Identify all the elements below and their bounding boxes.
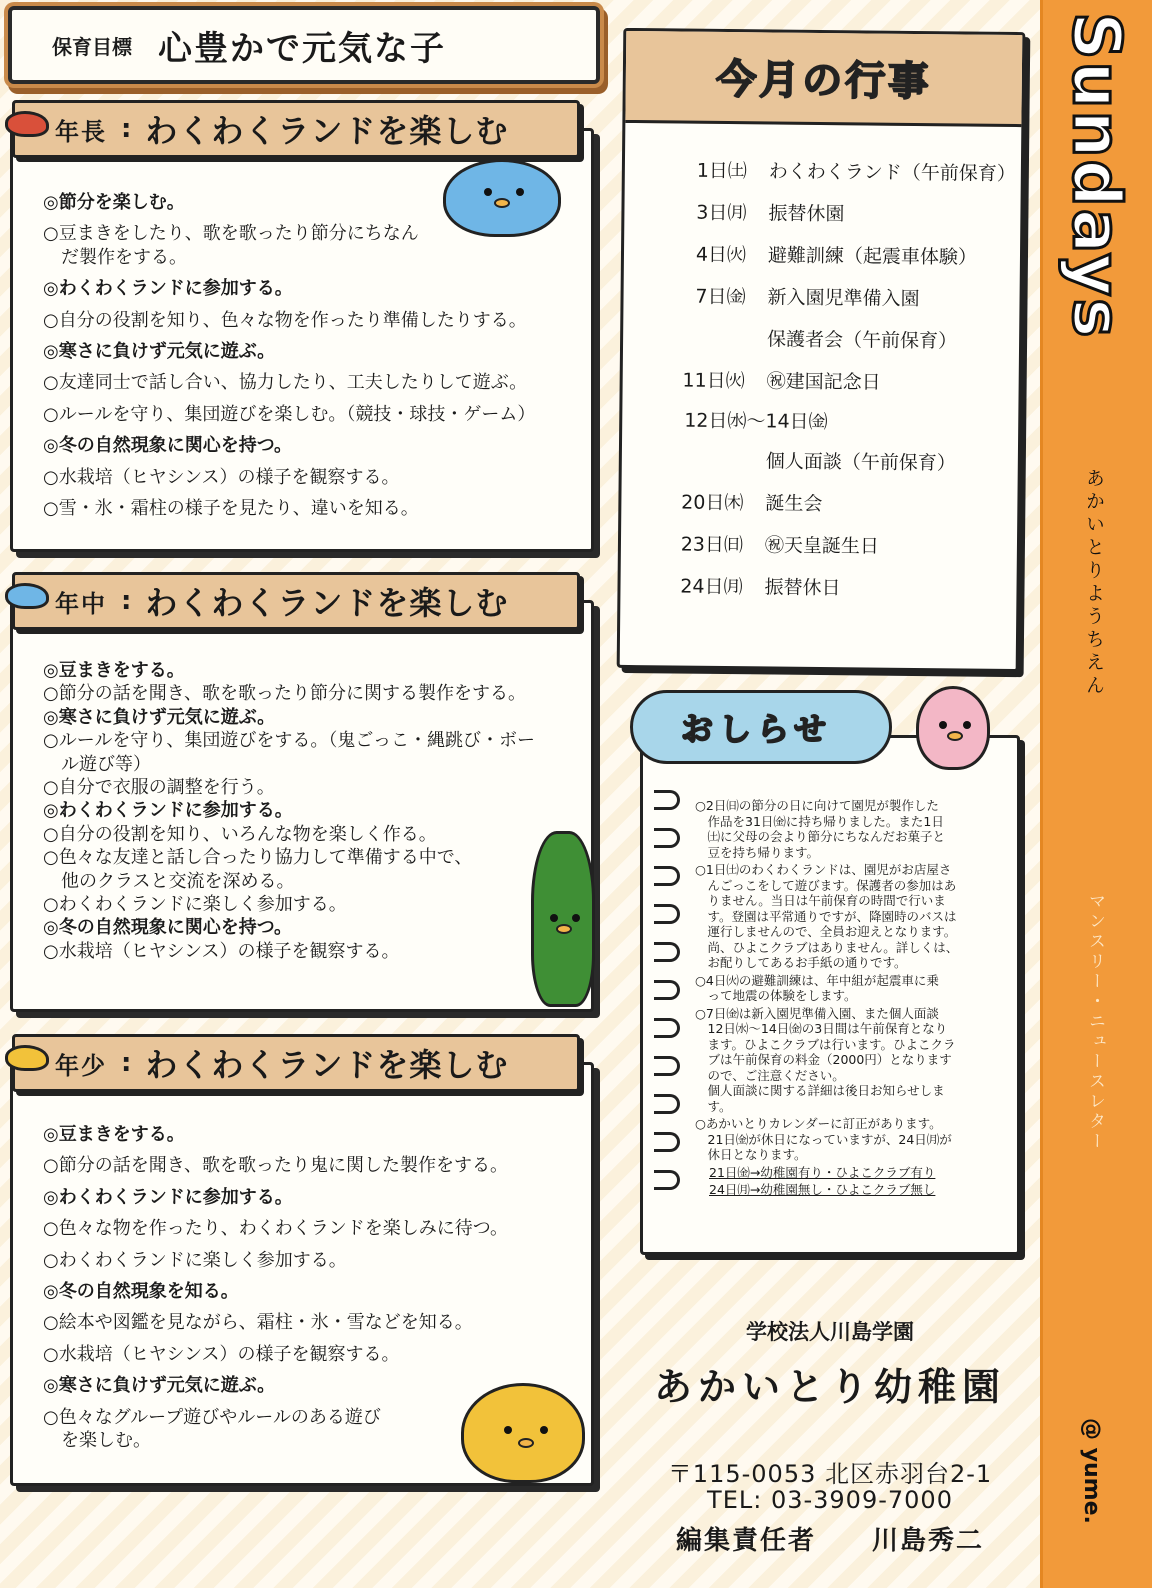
event-row: 保護者会（午前保育）: [766, 328, 958, 353]
class-box-middle: [10, 600, 594, 1012]
list-item: ◎わくわくランドに参加する。: [43, 278, 293, 300]
list-item: ○自分の役割を知り、いろんな物を楽しく作る。: [43, 823, 437, 845]
class-theme: わくわくランドを楽しむ: [145, 1046, 509, 1084]
list-item: ○わくわくランドに楽しく参加する。: [43, 1249, 347, 1271]
list-item: ○ルールを守り、集団遊びをする。（鬼ごっこ・縄跳び・ボー ル遊び等）: [43, 730, 535, 775]
notebook-rings: [654, 790, 680, 1208]
notice-correction: 24日㈪→幼稚園無し・ひよこクラブ無し: [709, 1182, 936, 1197]
class-grade: 年長: [55, 117, 107, 146]
class-grade: 年中: [55, 589, 107, 618]
class-theme: わくわくランドを楽しむ: [145, 584, 509, 622]
list-item: ◎節分を楽しむ。: [43, 192, 185, 213]
event-row: 3日㈪ 振替休園: [696, 201, 845, 226]
list-item: ○水栽培（ヒヤシンス）の様子を観察する。: [43, 940, 400, 962]
notice-title: おしらせ: [630, 690, 892, 764]
list-item: ○ルールを守り、集団遊びを楽しむ。（競技・球技・ゲーム）: [43, 403, 536, 425]
event-row: 20日㈭ 誕生会: [681, 491, 823, 516]
goal-board: [8, 6, 600, 84]
green-mascot: [531, 831, 595, 1007]
class-grade: 年少: [55, 1051, 107, 1080]
pin-icon: [5, 583, 49, 609]
corporation-name: 学校法人川島学園: [746, 1320, 914, 1344]
pin-icon: [5, 1045, 49, 1071]
event-row: 1日㈯ わくわくランド（午前保育）: [696, 159, 1016, 186]
list-item: ○節分の話を聞き、歌を歌ったり節分に関する製作をする。: [43, 683, 526, 705]
list-item: ◎豆まきをする。: [43, 660, 185, 681]
editor-name: 編集責任者 川島秀二: [675, 1526, 984, 1556]
side-subtitle: あかいとりようちえん: [1083, 468, 1105, 698]
event-row: 個人面談（午前保育）: [765, 450, 956, 475]
list-item: ○わくわくランドに楽しく参加する。: [43, 893, 347, 915]
list-item: ○自分で衣服の調整を行う。: [43, 776, 275, 798]
school-name: あかいとり幼稚園: [653, 1365, 1006, 1409]
list-item: ○色々な物を作ったり、わくわくランドを楽しみに待つ。: [43, 1218, 508, 1240]
notice-body: [695, 798, 995, 1200]
notice-paragraph: ○あかいとりカレンダーに訂正があります。 21日㈮が休日になっていますが、24日㈪が 休日となります。: [695, 1116, 952, 1162]
class-box-junior: [10, 1062, 594, 1486]
list-item: ◎冬の自然現象に関心を持つ。: [43, 435, 292, 457]
class-lines-middle: [43, 659, 535, 963]
side-credit: @ yume.: [1079, 1418, 1104, 1524]
list-item: ◎寒さに負けず元気に遊ぶ。: [43, 1375, 276, 1397]
notice-paragraph: ○7日㈮は新入園児準備入園、また個人面談 12日㈬～14日㈮の3日間は午前保育となり ます。ひよこクラブは行います。ひよこクラ ブは午前保育の料金（2000円）となります ので、ご注意ください。 個人面談に関する詳細は後日お知らせしま す。: [695, 1005, 956, 1114]
pin-icon: [5, 111, 49, 137]
class-header-senior: 年長 : わくわくランドを楽しむ: [12, 100, 580, 158]
school-address: 〒115-0053 北区赤羽台2-1: [667, 1460, 993, 1488]
list-item: ○色々なグループ遊びやルールのある遊び を楽しむ。: [43, 1406, 381, 1451]
list-item: ○色々な友達と話し合ったり協力して準備する中で、 他のクラスと交流を深める。: [43, 847, 473, 892]
class-header-middle: 年中 : わくわくランドを楽しむ: [12, 572, 580, 630]
class-box-senior: [10, 128, 594, 552]
list-item: ◎寒さに負けず元気に遊ぶ。: [43, 706, 276, 728]
goal-label: 保育目標: [52, 34, 132, 59]
list-item: ○友達同士で話し合い、協力したり、工夫したりして遊ぶ。: [43, 372, 528, 394]
brand-title: Sundays: [1058, 12, 1135, 340]
list-item: ○水栽培（ヒヤシンス）の様子を観察する。: [43, 1343, 400, 1365]
side-stripe: [1040, 0, 1152, 1588]
list-item: ○絵本や図鑑を見ながら、霜柱・氷・雪などを知る。: [43, 1312, 473, 1334]
list-item: ○自分の役割を知り、色々な物を作ったり準備したりする。: [43, 309, 527, 331]
list-item: ◎冬の自然現象に関心を持つ。: [43, 917, 292, 939]
events-header: [625, 31, 1022, 127]
list-item: ○節分の話を聞き、歌を歌ったり鬼に関した製作をする。: [43, 1155, 508, 1177]
school-tel: TEL: 03-3909-7000: [707, 1486, 953, 1514]
list-item: ○水栽培（ヒヤシンス）の様子を観察する。: [43, 466, 400, 488]
event-row: 23日㈰ ㊗天皇誕生日: [680, 533, 880, 558]
class-theme: わくわくランドを楽しむ: [145, 112, 509, 150]
class-header-junior: 年少 : わくわくランドを楽しむ: [12, 1034, 580, 1092]
list-item: ◎寒さに負けず元気に遊ぶ。: [43, 340, 276, 362]
events-panel: [617, 28, 1026, 672]
notice-paragraph: ○1日㈯のわくわくランドは、園児がお店屋さ んごっこをして遊びます。保護者の参加はあ りません。当日は午前保育の時間で行いま す。登園は平常通りですが、降園時のバスは 運行しませんので、全員お迎えとなります。 尚、ひよこクラブはありません。詳しくは、 お配りしてあるお手紙の通りです。: [695, 862, 959, 970]
notice-correction: 21日㈮→幼稚園有り・ひよこクラブ有り: [709, 1164, 936, 1180]
list-item: ◎わくわくランドに参加する。: [43, 800, 293, 822]
class-lines-senior: [43, 191, 535, 520]
event-row: 12日㈬～14日㈮: [684, 409, 828, 434]
list-item: ◎わくわくランドに参加する。: [43, 1186, 293, 1208]
list-item: ◎豆まきをする。: [43, 1124, 185, 1145]
notice-paragraph: ○2日㈰の節分の日に向けて園児が製作した 作品を31日㈮に持ち帰りました。また1日 ㈯に父母の会より節分にちなんだお菓子と 豆を持ち帰ります。: [695, 798, 946, 860]
goal-text: 心豊かで元気な子: [158, 28, 446, 69]
list-item: ○雪・氷・霜柱の様子を見たり、違いを知る。: [43, 497, 419, 519]
blue-bird-mascot: [443, 159, 561, 237]
pink-bird-mascot: [916, 686, 990, 770]
list-item: ○豆まきをしたり、歌を歌ったり節分にちなん だ製作をする。: [43, 223, 419, 268]
events-title: 今月の行事: [716, 56, 932, 106]
side-subtitle-2: マンスリー・ニュースレター: [1085, 892, 1105, 1152]
event-row: 24日㈪ 振替休日: [680, 575, 841, 600]
notice-paragraph: ○4日㈫の避難訓練は、年中組が起震車に乗 って地震の体験をします。: [695, 972, 939, 1003]
list-item: ◎冬の自然現象を知る。: [43, 1280, 239, 1302]
event-row: 11日㈫ ㊗建国記念日: [682, 369, 881, 394]
event-row: 4日㈫ 避難訓練（起震車体験）: [695, 243, 978, 269]
class-lines-junior: [43, 1123, 508, 1452]
event-row: 7日㈮ 新入園児準備入園: [695, 285, 920, 311]
yellow-chick-mascot: [461, 1383, 585, 1483]
